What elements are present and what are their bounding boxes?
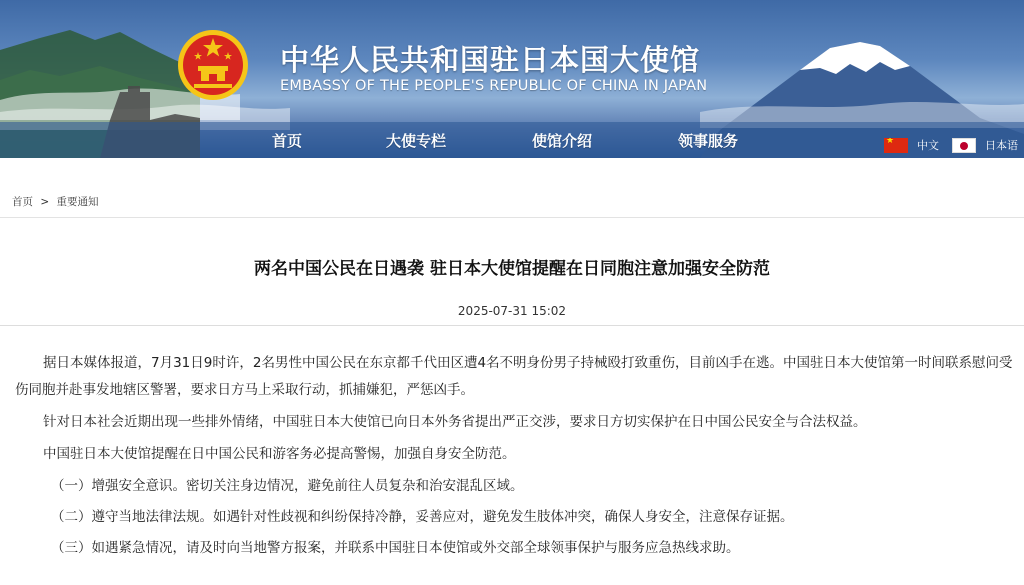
- main-nav: [0, 128, 1024, 154]
- article-date: 2025-07-31 15:02: [457, 304, 567, 318]
- japan-flag-icon: [952, 138, 976, 153]
- site-title-chinese: 中华人民共和国驻日本国大使馆: [280, 43, 701, 77]
- article-divider: [0, 325, 1024, 326]
- article-paragraph: 针对日本社会近期出现一些排外情绪，中国驻日本大使馆已向日本外务省提出严正交涉，要求日方切实保护在日中国公民安全与合法权益。: [43, 414, 867, 430]
- language-japanese-link[interactable]: [952, 137, 1018, 153]
- language-japanese-label: 日本语: [985, 139, 1018, 152]
- article-list-item: （三）如遇紧急情况，请及时向当地警方报案，并联系中国驻日本使馆或外交部全球领事保护与服务应急热线求助。: [51, 540, 740, 556]
- nav-item-home[interactable]: 首页: [272, 132, 303, 150]
- header-banner: [0, 0, 1024, 158]
- breadcrumb-home-link[interactable]: 首页: [12, 196, 33, 208]
- breadcrumb-current-link[interactable]: 重要通知: [56, 196, 99, 208]
- article-list-item: （一）增强安全意识。密切关注身边情况，避免前往人员复杂和治安混乱区域。: [51, 478, 524, 494]
- china-flag-icon: [884, 138, 908, 153]
- nav-item-embassy-intro[interactable]: 使馆介绍: [532, 132, 593, 150]
- article-paragraph: 据日本媒体报道，7月31日9时许，2名男性中国公民在东京都千代田区遭4名不明身份男子持械殴打致重伤，目前凶手在逃。中国驻日本大使馆第一时间联系慰问受伤同胞并赴事发地辖区警署，要求日方马上采取行动，抓捕嫌犯，严惩凶手。: [15, 355, 1013, 398]
- nav-item-consular-services[interactable]: 领事服务: [678, 132, 739, 150]
- article-paragraph: 中国驻日本大使馆提醒在日中国公民和游客务必提高警惕，加强自身安全防范。: [43, 446, 516, 462]
- breadcrumb-divider: [0, 217, 1024, 218]
- site-title-english: EMBASSY OF THE PEOPLE'S REPUBLIC OF CHINA IN JAPAN: [280, 78, 708, 94]
- nav-item-ambassador-column[interactable]: 大使专栏: [386, 132, 447, 150]
- article-title: 两名中国公民在日遇袭 驻日本大使馆提醒在日同胞注意加强安全防范: [254, 259, 770, 279]
- language-chinese-label: 中文: [917, 139, 939, 152]
- breadcrumb: [12, 194, 99, 209]
- language-chinese-link[interactable]: [884, 137, 939, 153]
- article-list-item: （二）遵守当地法律法规。如遇针对性歧视和纠纷保持冷静，妥善应对，避免发生肢体冲突，确保人身安全，注意保存证据。: [51, 509, 794, 525]
- national-emblem-icon: [176, 28, 250, 102]
- article-body: [15, 350, 1015, 566]
- breadcrumb-separator: >: [40, 196, 50, 208]
